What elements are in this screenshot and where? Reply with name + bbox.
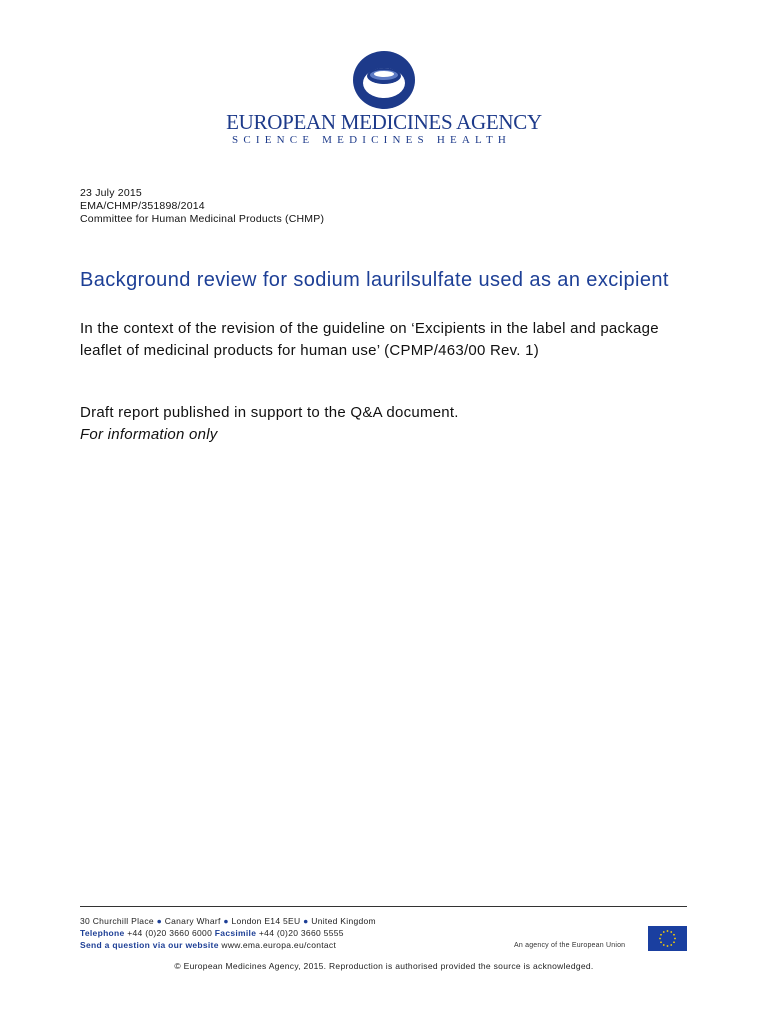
eu-star-icon bbox=[663, 944, 665, 946]
eu-star-icon bbox=[660, 934, 662, 936]
footer-divider bbox=[80, 906, 687, 907]
address-line: 30 Churchill Place bbox=[80, 916, 154, 926]
eu-agency-label: An agency of the European Union bbox=[514, 942, 626, 949]
eu-star-icon bbox=[667, 945, 669, 947]
draft-notes bbox=[80, 402, 459, 446]
eu-flag-icon bbox=[648, 926, 687, 951]
address-line: Canary Wharf bbox=[164, 916, 221, 926]
website-link[interactable]: www.ema.europa.eu/contact bbox=[221, 940, 337, 950]
address-line: London E14 5EU bbox=[231, 916, 301, 926]
facsimile-number: +44 (0)20 3660 5555 bbox=[258, 928, 344, 938]
footer-website-line bbox=[80, 939, 376, 951]
telephone-number: +44 (0)20 3660 6000 bbox=[127, 928, 213, 938]
draft-note: Draft report published in support to the Q&A document. bbox=[80, 404, 459, 421]
eu-star-icon bbox=[670, 931, 672, 933]
copyright-notice: © European Medicines Agency, 2015. Reproduction is authorised provided the source is acknowledged. bbox=[174, 961, 594, 971]
document-meta bbox=[80, 187, 324, 226]
document-title: Background review for sodium laurilsulfate used as an excipient bbox=[80, 269, 669, 291]
footer-address bbox=[80, 915, 376, 927]
footer-phone-line bbox=[80, 927, 376, 939]
document-reference: EMA/CHMP/351898/2014 bbox=[80, 200, 205, 212]
bullet-icon: ● bbox=[223, 916, 229, 926]
agency-tagline: SCIENCE MEDICINES HEALTH bbox=[232, 134, 512, 146]
facsimile-label: Facsimile bbox=[214, 928, 257, 938]
eu-star-icon bbox=[659, 938, 661, 940]
footer-contact bbox=[80, 915, 376, 951]
eu-star-icon bbox=[670, 944, 672, 946]
website-label: Send a question via our website bbox=[80, 940, 219, 950]
eu-star-icon bbox=[660, 941, 662, 943]
document-date: 23 July 2015 bbox=[80, 187, 142, 199]
info-note: For information only bbox=[80, 426, 218, 443]
eu-star-icon bbox=[673, 941, 675, 943]
bullet-icon: ● bbox=[303, 916, 309, 926]
document-subtitle: In the context of the revision of the guideline on ‘Excipients in the label and package leaflet of medicinal products for human use’ (CPMP/463/00 Rev. 1) bbox=[80, 320, 659, 359]
eu-star-icon bbox=[673, 934, 675, 936]
telephone-label: Telephone bbox=[80, 928, 125, 938]
ema-emblem-icon bbox=[352, 50, 416, 110]
committee-name: Committee for Human Medicinal Products (CHMP) bbox=[80, 213, 325, 225]
agency-name: EUROPEAN MEDICINES AGENCY bbox=[226, 110, 542, 134]
address-line: United Kingdom bbox=[311, 916, 376, 926]
eu-star-icon bbox=[663, 931, 665, 933]
bullet-icon: ● bbox=[156, 916, 163, 926]
eu-star-icon bbox=[667, 930, 669, 932]
eu-star-icon bbox=[674, 938, 676, 940]
